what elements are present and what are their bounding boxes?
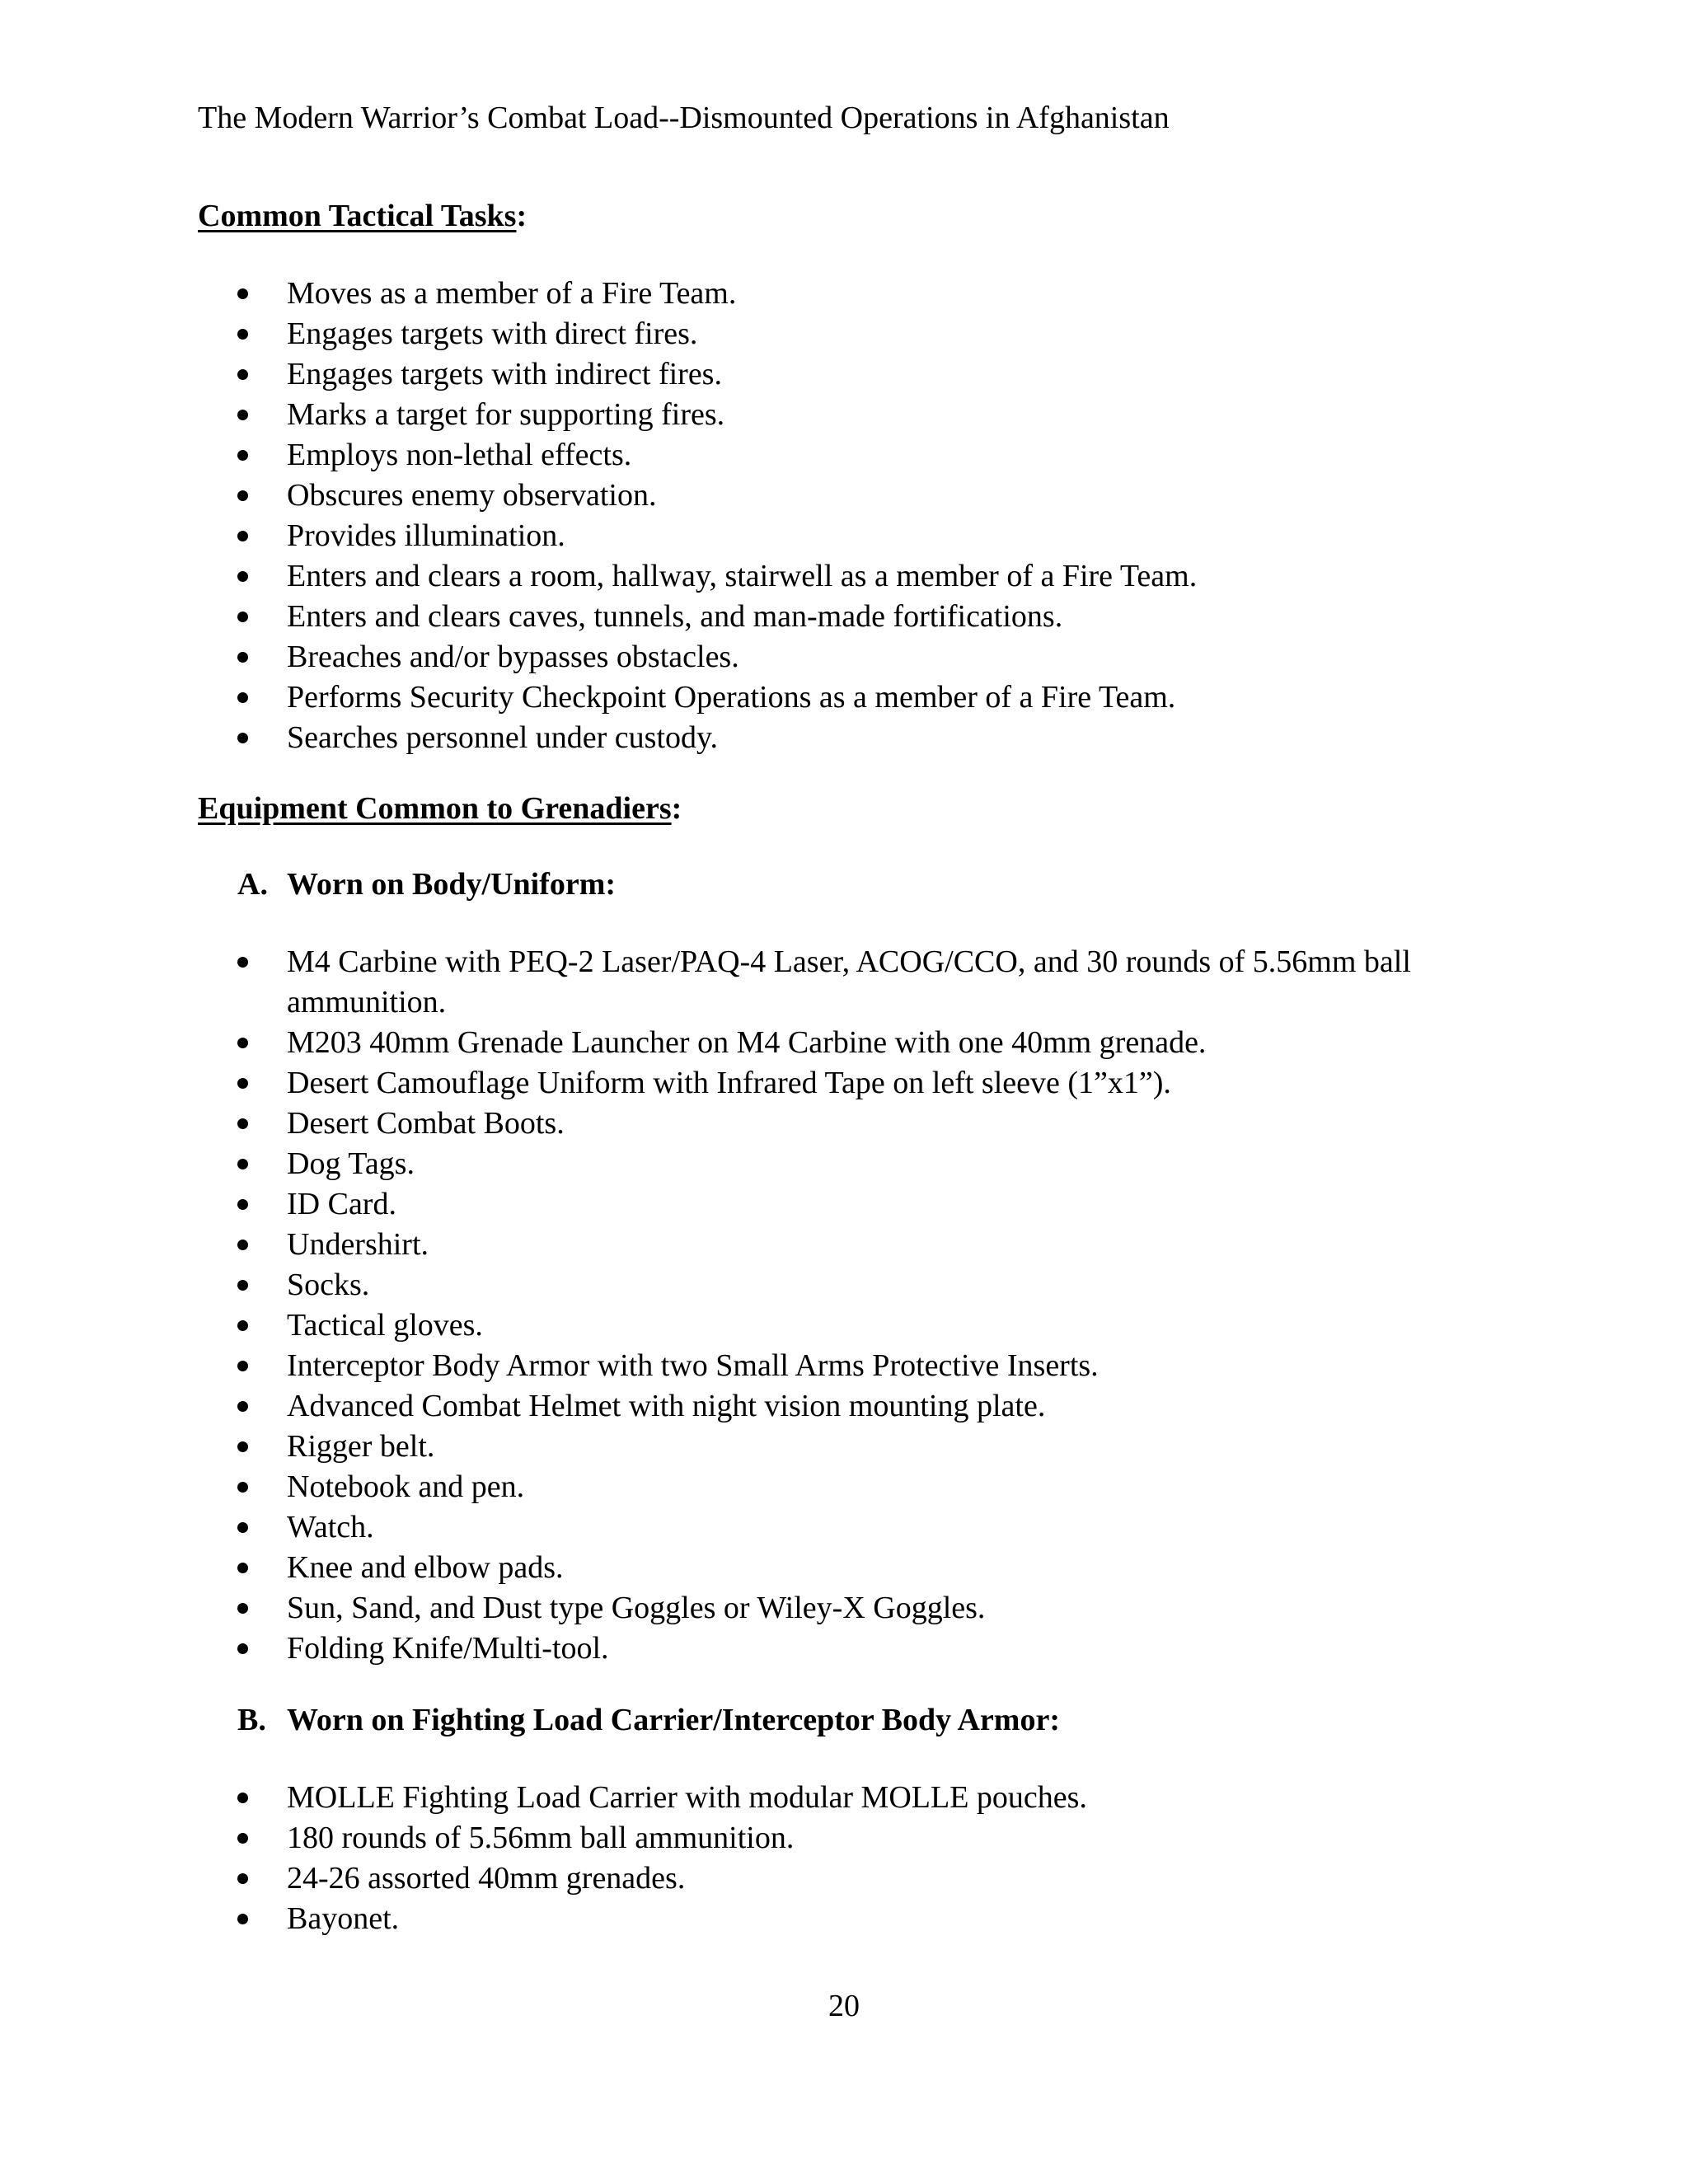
list-item [0,1104,1507,1144]
list-item-text: Desert Camouflage Uniform with Infrared Tape on left sleeve (1”x1”). [287,1066,1171,1100]
bullet-icon [237,1603,248,1614]
list-item-text: Engages targets with direct fires. [287,316,698,351]
list-item [0,314,1507,354]
bullet-icon [237,733,248,743]
section-a-heading [237,865,616,905]
list-item-text: Notebook and pen. [287,1469,525,1504]
list-item [0,1023,1507,1063]
list-item [0,1507,1507,1548]
list-item-text: Enters and clears a room, hallway, stairwell as a member of a Fire Team. [287,559,1198,593]
bullet-icon [237,1643,248,1654]
list-item [0,942,1507,1023]
list-item [0,1818,1507,1858]
page-number: 20 [828,1989,860,2023]
bullet-icon [237,490,248,501]
list-item-text: Dog Tags. [287,1146,415,1181]
bullet-icon [237,1563,248,1573]
list-item-text: Breaches and/or bypasses obstacles. [287,640,739,674]
equipment-heading [198,789,682,829]
list-item [0,1386,1507,1427]
bullet-icon [237,1361,248,1371]
bullet-icon [237,1280,248,1291]
bullet-icon [237,1118,248,1129]
list-item-text: Enters and clears caves, tunnels, and man-made fortifications. [287,599,1063,634]
list-item-text: MOLLE Fighting Load Carrier with modular MOLLE pouches. [287,1780,1087,1815]
list-item-text: Undershirt. [287,1227,429,1262]
list-item [0,354,1507,395]
list-item [0,556,1507,597]
list-item-text: M4 Carbine with PEQ-2 Laser/PAQ-4 Laser, ACOG/CCO, and 30 rounds of 5.56mm ball ammunition. [287,944,1411,1019]
list-item-text: Obscures enemy observation. [287,478,657,513]
bullet-icon [237,1320,248,1331]
list-item-text: Engages targets with indirect fires. [287,357,722,391]
equipment-heading-colon: : [671,791,682,826]
list-item-text: Advanced Combat Helmet with night vision mounting plate. [287,1389,1046,1423]
bullet-icon [237,1522,248,1533]
list-item [0,1548,1507,1588]
tactical-tasks-list [0,274,1688,758]
bullet-icon [237,450,248,461]
equipment-heading-text: Equipment Common to Grenadiers [198,791,672,826]
list-item-text: Sun, Sand, and Dust type Goggles or Wiley-X Goggles. [287,1591,986,1625]
section-a-list [0,942,1688,1669]
section-a-title: Worn on Body/Uniform: [287,867,617,902]
bullet-icon [237,1482,248,1493]
list-item-text: Searches personnel under custody. [287,720,719,755]
list-item-text: Watch. [287,1510,374,1544]
list-item [0,597,1507,637]
list-item [0,274,1507,314]
section-b-title: Worn on Fighting Load Carrier/Interceptor Body Armor: [287,1703,1060,1737]
list-item-text: Folding Knife/Multi-tool. [287,1631,609,1666]
list-item-text: Employs non-lethal effects. [287,438,632,472]
bullet-icon [237,288,248,299]
list-item [0,1588,1507,1629]
bullet-icon [237,957,248,968]
bullet-icon [237,1038,248,1048]
list-item-text: ID Card. [287,1187,396,1221]
bullet-icon [237,531,248,541]
list-item [0,1899,1507,1939]
bullet-icon [237,612,248,622]
bullet-icon [237,571,248,582]
list-item [0,1305,1507,1346]
bullet-icon [237,329,248,340]
tactical-tasks-heading-text: Common Tactical Tasks [198,199,517,233]
bullet-icon [237,1441,248,1452]
list-item-text: Bayonet. [287,1901,400,1936]
section-b-letter: B. [237,1703,266,1737]
list-item [0,1144,1507,1184]
list-item [0,1063,1507,1104]
list-item [0,1265,1507,1305]
list-item [0,637,1507,677]
section-b-heading [237,1700,1060,1741]
list-item-text: Interceptor Body Armor with two Small Arms Protective Inserts. [287,1348,1099,1383]
list-item [0,395,1507,435]
list-item [0,1184,1507,1225]
list-item-text: Provides illumination. [287,518,565,553]
list-item-text: Performs Security Checkpoint Operations as a member of a Fire Team. [287,680,1176,715]
list-item [0,1629,1507,1669]
list-item-text: Knee and elbow pads. [287,1550,564,1585]
section-a-letter: A. [237,867,268,902]
list-item [0,1346,1507,1386]
list-item [0,718,1507,758]
list-item-text: 180 rounds of 5.56mm ball ammunition. [287,1821,795,1855]
list-item-text: Moves as a member of a Fire Team. [287,276,737,311]
tactical-tasks-heading [198,196,527,237]
bullet-icon [237,1793,248,1803]
running-header: The Modern Warrior’s Combat Load--Dismounted Operations in Afghanistan [198,101,1170,135]
list-item-text: 24-26 assorted 40mm grenades. [287,1861,686,1896]
list-item [0,1225,1507,1265]
section-b-list [0,1778,1688,1939]
list-item [0,1467,1507,1507]
bullet-icon [237,1199,248,1210]
list-item [0,476,1507,516]
list-item [0,1778,1507,1818]
list-item [0,1858,1507,1899]
list-item-text: Marks a target for supporting fires. [287,397,725,432]
bullet-icon [237,1159,248,1169]
bullet-icon [237,692,248,703]
tactical-tasks-heading-colon: : [516,199,528,233]
bullet-icon [237,1240,248,1250]
bullet-icon [237,652,248,663]
list-item-text: M203 40mm Grenade Launcher on M4 Carbine with one 40mm grenade. [287,1025,1207,1060]
list-item [0,1427,1507,1467]
list-item [0,516,1507,556]
list-item-text: Desert Combat Boots. [287,1106,565,1141]
list-item [0,435,1507,476]
bullet-icon [237,1914,248,1924]
bullet-icon [237,1401,248,1412]
bullet-icon [237,1078,248,1089]
bullet-icon [237,1873,248,1884]
bullet-icon [237,410,248,420]
list-item-text: Tactical gloves. [287,1308,483,1343]
list-item [0,677,1507,718]
list-item-text: Rigger belt. [287,1429,435,1464]
bullet-icon [237,1833,248,1844]
list-item-text: Socks. [287,1268,370,1302]
bullet-icon [237,369,248,380]
